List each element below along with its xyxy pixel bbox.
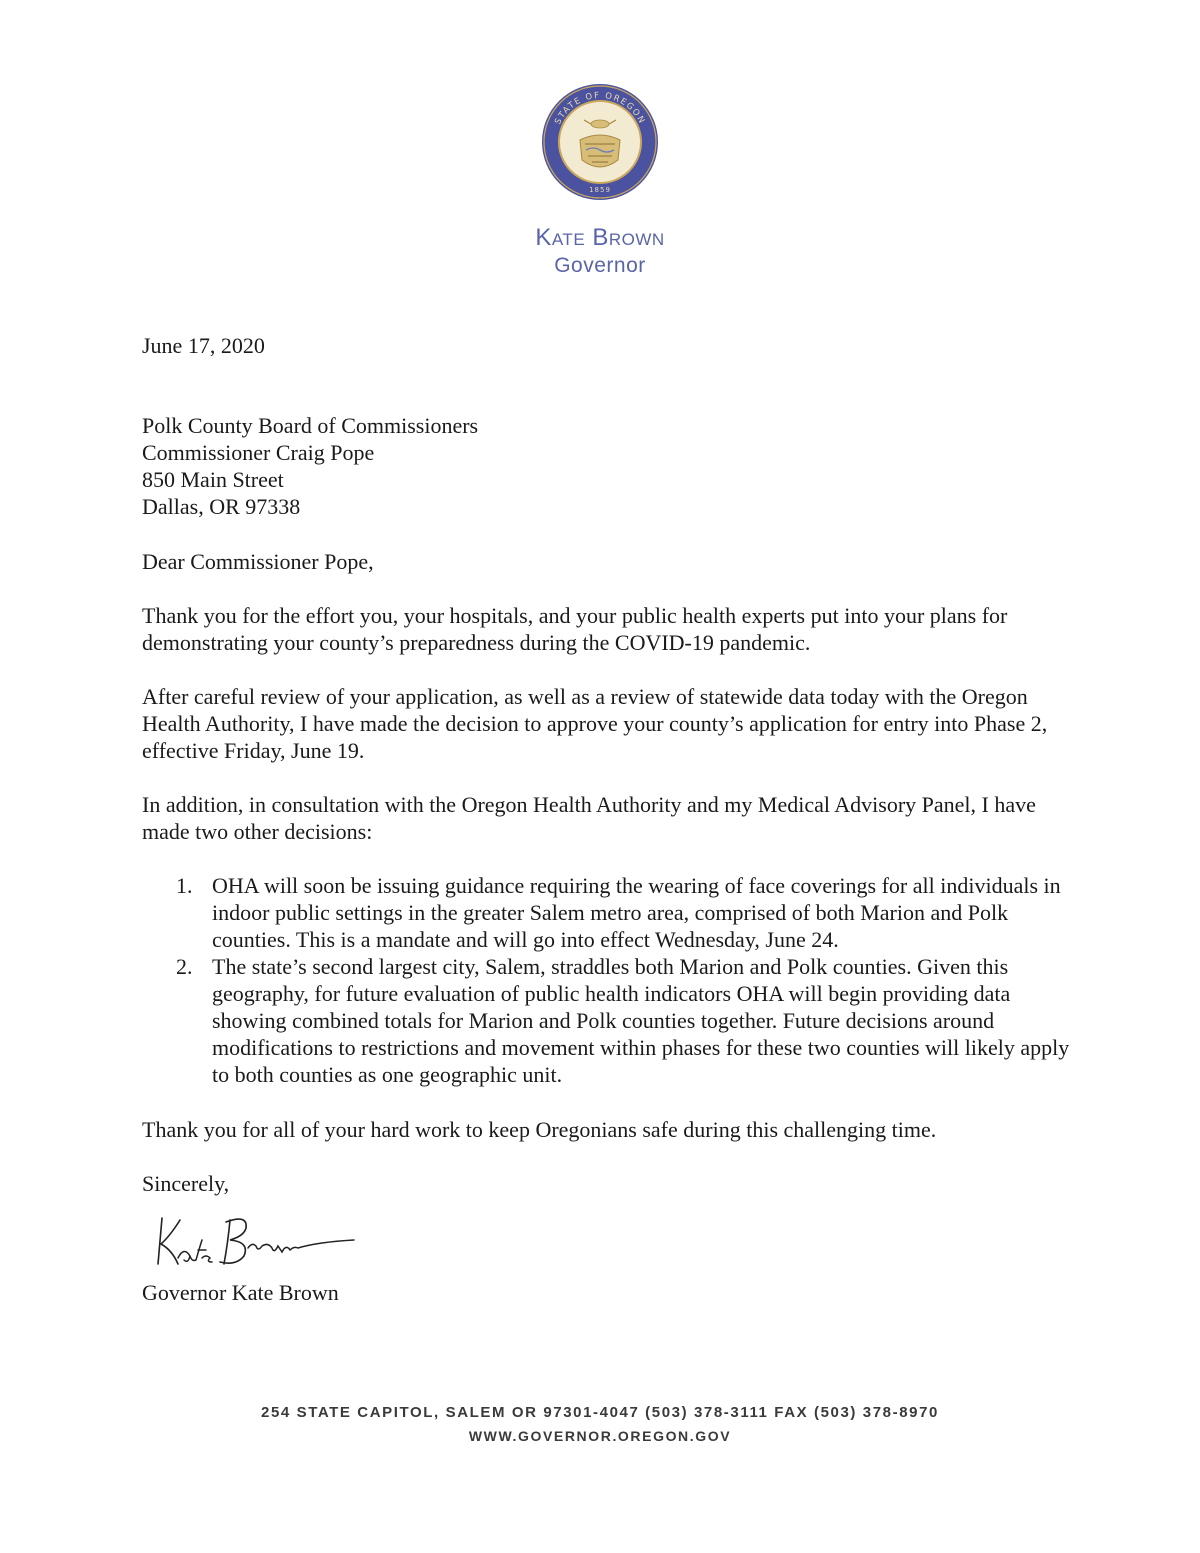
- handwritten-signature: [148, 1206, 360, 1276]
- letterhead-title: Governor: [554, 254, 646, 277]
- list-item-text: OHA will soon be issuing guidance requiring the wearing of face coverings for all individuals in indoor public settings in the greater Salem metro area, comprised of both Marion and Polk counties. This is a mandate and will go into effect Wednesday, June 24.: [212, 873, 1061, 952]
- sign-off: Sincerely,: [142, 1171, 230, 1196]
- signatory-name: Governor Kate Brown: [142, 1280, 339, 1305]
- svg-text:1859: 1859: [589, 186, 611, 194]
- body-paragraph-1: Thank you for the effort you, your hospitals, and your public health experts put into your plans for demonstrating your county’s preparedness during the COVID-19 pandemic.: [142, 603, 1008, 655]
- state-seal-logo: [540, 82, 660, 202]
- recipient-line-3: 850 Main Street: [142, 467, 284, 492]
- list-item-number: 2.: [176, 954, 193, 979]
- body-paragraph-3: In addition, in consultation with the Oregon Health Authority and my Medical Advisory Panel, I have made two other decisions:: [142, 792, 1036, 844]
- recipient-line-2: Commissioner Craig Pope: [142, 440, 375, 465]
- closing-paragraph: Thank you for all of your hard work to keep Oregonians safe during this challenging time.: [142, 1117, 937, 1142]
- recipient-line-1: Polk County Board of Commissioners: [142, 413, 479, 438]
- body-paragraph-2: After careful review of your application, as well as a review of statewide data today with the Oregon Health Authority, I have made the decision to approve your county’s application for entry into Phase 2, effective Friday, June 19.: [142, 684, 1048, 763]
- footer-website: WWW.GOVERNOR.OREGON.GOV: [468, 1428, 732, 1444]
- svg-text:STATE OF OREGON: STATE OF OREGON: [553, 90, 647, 127]
- letterhead-name: Kate Brown: [535, 224, 665, 251]
- list-item-number: 1.: [176, 873, 193, 898]
- footer-address: 254 STATE CAPITOL, SALEM OR 97301-4047 (503) 378-3111 FAX (503) 378-8970: [261, 1404, 939, 1421]
- list-item-text: The state’s second largest city, Salem, straddles both Marion and Polk counties. Given this geography, for future evaluation of public health indicators OHA will begin providing data showing combined totals for Marion and Polk counties together. Future decisions around modifications to restrictions and movement within phases for these two counties will likely apply to both counties as one geographic unit.: [212, 954, 1070, 1087]
- letter-date: June 17, 2020: [142, 333, 265, 358]
- salutation: Dear Commissioner Pope,: [142, 549, 374, 574]
- recipient-line-4: Dallas, OR 97338: [142, 494, 301, 519]
